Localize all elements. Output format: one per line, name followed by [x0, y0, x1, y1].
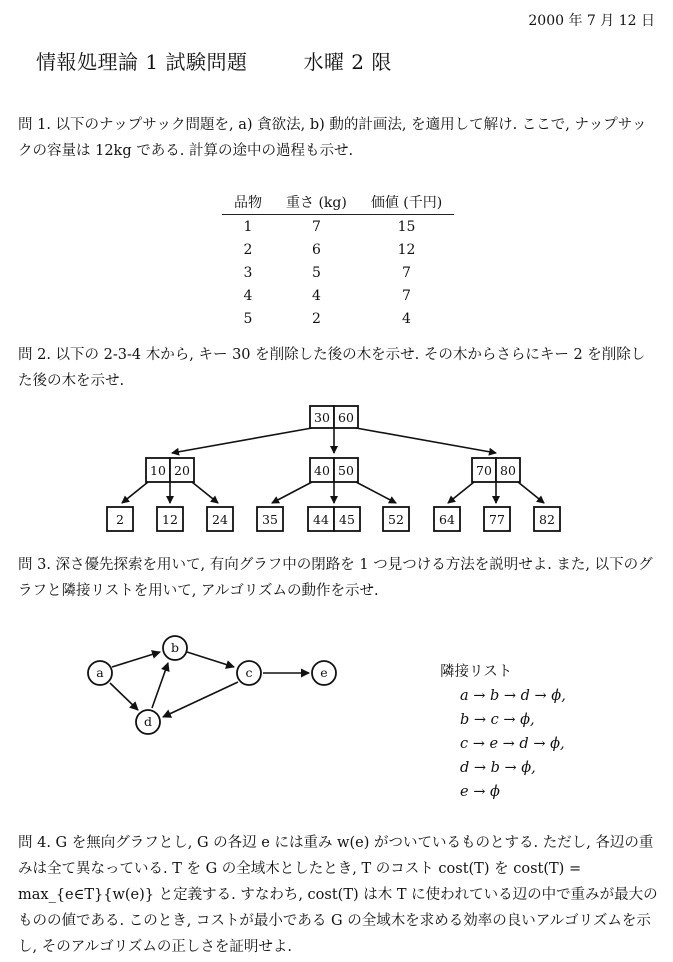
tree-key: 45	[339, 512, 355, 527]
graph-node-label: b	[170, 640, 180, 655]
table-cell: 2	[243, 241, 253, 258]
tree-edge	[272, 482, 312, 503]
tree-edge	[172, 428, 312, 453]
tree-key: 40	[314, 463, 330, 478]
tree-edge	[356, 482, 396, 503]
table-cell: 2	[311, 310, 321, 327]
table-cell: 3	[243, 264, 253, 281]
tree-key: 30	[314, 410, 330, 425]
tree-key: 10	[150, 463, 166, 478]
tree-key: 52	[388, 512, 404, 527]
tree-key: 2	[116, 512, 124, 527]
tree-key: 24	[212, 512, 228, 527]
table-cell: 5	[243, 310, 253, 327]
table-row	[222, 238, 454, 261]
tree-key: 77	[489, 512, 505, 527]
question-4-text: 問 4. G を無向グラフとし, G の各辺 e には重み w(e) がついているものとする. ただし, 各辺の重みは全て異なっている. T を G の全域木としたとき, T のコスト cost(T) を cost(T) = max_{e∈T}{w(e)} と定義する. すなわち, cost(T) は木 T に使われている辺の中で重みが最大のものの値である. このとき, コストが最小である G の全域木を求める効率の良いアルゴリズムを示し, そのアルゴリズムの正しさを証明せよ.	[18, 835, 658, 955]
graph-node-label: d	[143, 714, 153, 729]
tree-key: 70	[476, 463, 492, 478]
graph-edge-a-b	[112, 652, 160, 667]
tree-edge	[192, 482, 218, 503]
question-2-text: 問 2. 以下の 2-3-4 木から, キー 30 を削除した後の木を示せ. その木からさらにキー 2 を削除した後の木を示せ.	[18, 347, 646, 389]
table-row	[222, 284, 454, 307]
table-cell: 6	[311, 241, 321, 258]
table-row	[222, 215, 454, 239]
tree-edge	[356, 428, 496, 453]
adjacency-list	[440, 660, 566, 804]
graph-edge-b-c	[187, 652, 234, 667]
graph-node-label: e	[320, 665, 328, 680]
tree-key: 35	[262, 512, 278, 527]
knapsack-table	[222, 192, 454, 330]
adjacency-row: c → e → d → ϕ,	[460, 736, 565, 752]
table-cell: 1	[243, 218, 253, 235]
table-header: 価値 (千円)	[359, 192, 454, 215]
tree-key: 20	[174, 463, 190, 478]
graph-edge-d-b	[152, 663, 168, 708]
table-cell: 4	[311, 287, 321, 304]
title-sub: 水曜 2 限	[303, 50, 392, 74]
tree-key: 44	[313, 512, 329, 527]
graph-edge-c-d	[163, 682, 238, 717]
page-title	[36, 46, 392, 75]
graph-node-label: a	[96, 665, 104, 680]
graph-edge-a-d	[110, 683, 138, 710]
exam-date: 2000 年 7 月 12 日	[528, 13, 655, 29]
table-cell: 4	[243, 287, 253, 304]
tree-key: 60	[338, 410, 354, 425]
tree-key: 82	[539, 512, 555, 527]
tree-key: 50	[338, 463, 354, 478]
table-header: 重さ (kg)	[274, 192, 359, 215]
table-cell: 12	[397, 241, 416, 258]
tree-key: 12	[162, 512, 178, 527]
table-row	[222, 307, 454, 330]
table-header: 品物	[222, 192, 274, 215]
directed-graph	[0, 625, 420, 750]
question-1-text: 問 1. 以下のナップサック問題を, a) 貪欲法, b) 動的計画法, を適用して解け. ここで, ナップサックの容量は 12kg である. 計算の途中の過程も示せ.	[18, 117, 647, 159]
graph-node-label: c	[245, 665, 253, 680]
tree-edge	[122, 482, 148, 503]
tree-edge	[448, 482, 474, 503]
table-cell: 7	[402, 287, 411, 304]
table-cell: 4	[402, 310, 411, 327]
table-cell: 7	[402, 264, 411, 281]
table-row	[222, 261, 454, 284]
table-cell: 15	[397, 218, 416, 235]
question-3-text: 問 3. 深さ優先探索を用いて, 有向グラフ中の閉路を 1 つ見つける方法を説明せよ. また, 以下のグラフと隣接リストを用いて, アルゴリズムの動作を示せ.	[18, 557, 653, 599]
adjacency-row: e → ϕ	[460, 784, 500, 800]
tree-key: 64	[439, 512, 455, 527]
adjacency-list-title: 隣接リスト	[440, 664, 513, 680]
tree-edge	[518, 482, 544, 503]
table-header-row	[222, 192, 454, 215]
adjacency-row: a → b → d → ϕ,	[460, 688, 566, 704]
title-main: 情報処理論 1 試験問題	[36, 50, 248, 74]
adjacency-row: b → c → ϕ,	[460, 712, 535, 728]
table-cell: 7	[311, 218, 321, 235]
two-three-four-tree	[0, 395, 673, 540]
tree-key: 80	[500, 463, 516, 478]
adjacency-row: d → b → ϕ,	[460, 760, 536, 776]
table-cell: 5	[311, 264, 321, 281]
